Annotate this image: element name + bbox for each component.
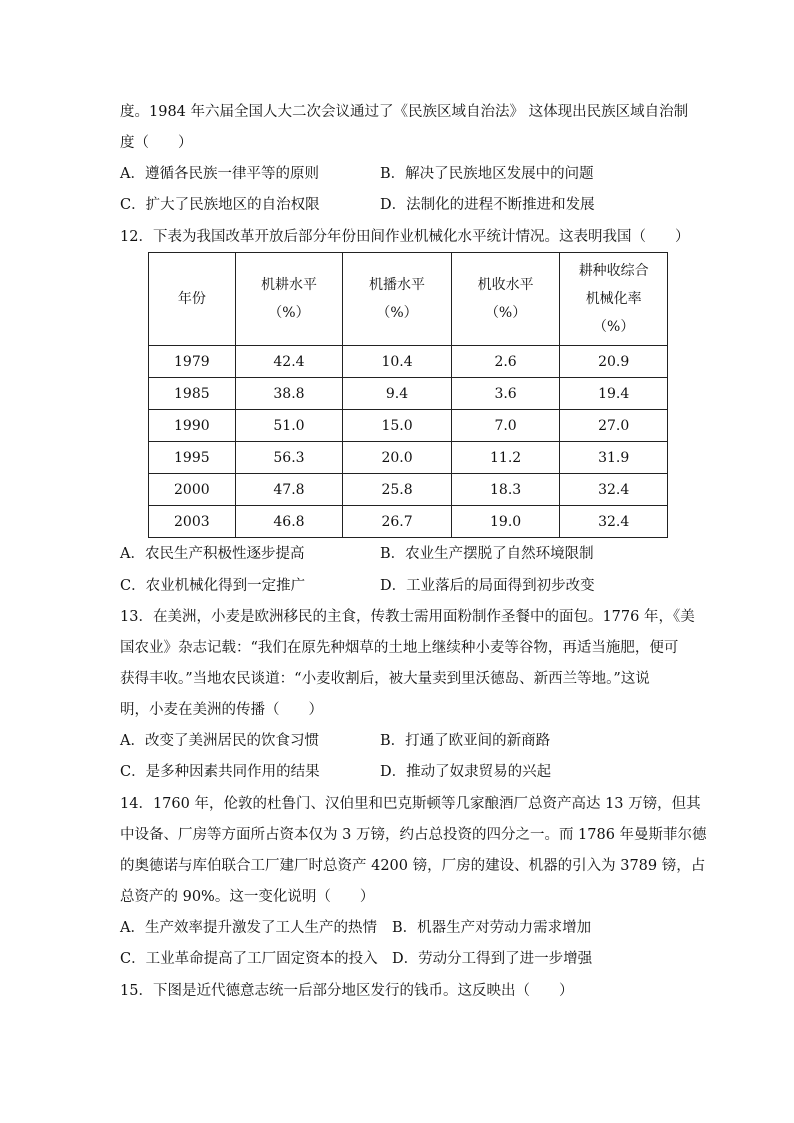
table-row: [149, 378, 668, 410]
cell-year: 1985: [149, 378, 236, 410]
q15-stem: 15．下图是近代德意志统一后部分地区发行的钱币。这反映出（ ）: [120, 983, 574, 999]
cell-plowing: 42.4: [235, 346, 343, 378]
cell-year: 1995: [149, 442, 236, 474]
q14-stem-line-2: 中设备、厂房等方面所占资本仅为 3 万镑，约占总投资的四分之一。而 1786 年曼斯菲尔德: [120, 827, 707, 843]
cell-sowing: 9.4: [343, 378, 452, 410]
q13-option-a: A．改变了美洲居民的饮食习惯: [120, 733, 319, 749]
header-sowing: 机播水平 （%）: [343, 253, 452, 346]
header-plowing: 机耕水平 （%）: [235, 253, 343, 346]
q14-stem-line-1: 14．1760 年，伦敦的杜鲁门、汉伯里和巴克斯顿等几家酿酒厂总资产高达 13 万镑，但其: [120, 796, 701, 812]
cell-harvesting: 11.2: [451, 442, 560, 474]
table-row: [149, 346, 668, 378]
cell-plowing: 46.8: [235, 506, 343, 538]
cell-harvesting: 19.0: [451, 506, 560, 538]
q13-stem-line-2: 国农业》杂志记载：“我们在原先种烟草的土地上继续种小麦等谷物，再适当施肥，便可: [120, 640, 679, 656]
cell-plowing: 38.8: [235, 378, 343, 410]
table-header-row: [149, 253, 668, 346]
q11-option-d: D．法制化的进程不断推进和发展: [380, 197, 595, 213]
cell-sowing: 25.8: [343, 474, 452, 506]
cell-sowing: 10.4: [343, 346, 452, 378]
cell-sowing: 15.0: [343, 410, 452, 442]
cell-sowing: 20.0: [343, 442, 452, 474]
cell-plowing: 47.8: [235, 474, 343, 506]
q12-option-c: C．农业机械化得到一定推广: [120, 578, 306, 594]
cell-harvesting: 18.3: [451, 474, 560, 506]
q11-option-b: B．解决了民族地区发展中的问题: [380, 166, 594, 182]
q12-option-a: A．农民生产积极性逐步提高: [120, 546, 305, 562]
cell-year: 2003: [149, 506, 236, 538]
q14-stem-line-4: 总资产的 90%。这一变化说明（ ）: [120, 889, 375, 905]
q13-option-d: D．推动了奴隶贸易的兴起: [380, 764, 552, 780]
q11-stem-line-1: 度。1984 年六届全国人大二次会议通过了《民族区域自治法》 这体现出民族区域自治制: [120, 104, 689, 120]
cell-overall: 20.9: [560, 346, 668, 378]
table-row: [149, 442, 668, 474]
cell-harvesting: 7.0: [451, 410, 560, 442]
cell-overall: 31.9: [560, 442, 668, 474]
q13-option-c: C．是多种因素共同作用的结果: [120, 764, 320, 780]
cell-harvesting: 3.6: [451, 378, 560, 410]
q14-option-d: D．劳动分工得到了进一步增强: [392, 951, 593, 967]
q11-option-c: C．扩大了民族地区的自治权限: [120, 197, 320, 213]
q12-option-b: B．农业生产摆脱了自然环境限制: [380, 546, 594, 562]
cell-overall: 19.4: [560, 378, 668, 410]
cell-overall: 32.4: [560, 506, 668, 538]
header-overall: 耕种收综合 机械化率 （%）: [560, 253, 668, 346]
q13-stem-line-4: 明，小麦在美洲的传播（ ）: [120, 702, 323, 718]
cell-overall: 32.4: [560, 474, 668, 506]
q11-stem-line-2: 度（ ）: [120, 135, 193, 151]
q14-option-c: C．工业革命提高了工厂固定资本的投入: [120, 951, 378, 967]
q14-option-b: B．机器生产对劳动力需求增加: [392, 920, 592, 936]
cell-plowing: 51.0: [235, 410, 343, 442]
header-harvesting: 机收水平 （%）: [451, 253, 560, 346]
table-row: [149, 506, 668, 538]
mechanization-table: [148, 252, 668, 538]
q12-stem: 12．下表为我国改革开放后部分年份田间作业机械化水平统计情况。这表明我国（ ）: [120, 229, 690, 245]
table-row: [149, 474, 668, 506]
q14-stem-line-3: 的奥德诺与库伯联合工厂建厂时总资产 4200 镑，厂房的建设、机器的引入为 3789 镑，占: [120, 858, 706, 874]
q14-option-a: A．生产效率提升激发了工人生产的热情: [120, 920, 377, 936]
cell-plowing: 56.3: [235, 442, 343, 474]
table-row: [149, 410, 668, 442]
q12-option-d: D．工业落后的局面得到初步改变: [380, 578, 595, 594]
header-year: 年份: [149, 253, 236, 346]
q13-stem-line-1: 13．在美洲，小麦是欧洲移民的主食，传教士需用面粉制作圣餐中的面包。1776 年，《美: [120, 609, 695, 625]
q13-stem-line-3: 获得丰收。”当地农民谈道：“小麦收割后，被大量卖到里沃德岛、新西兰等地。”这说: [120, 671, 650, 687]
cell-harvesting: 2.6: [451, 346, 560, 378]
q13-option-b: B．打通了欧亚间的新商路: [380, 733, 551, 749]
cell-year: 2000: [149, 474, 236, 506]
cell-sowing: 26.7: [343, 506, 452, 538]
cell-year: 1990: [149, 410, 236, 442]
q11-option-a: A．遵循各民族一律平等的原则: [120, 166, 319, 182]
cell-year: 1979: [149, 346, 236, 378]
cell-overall: 27.0: [560, 410, 668, 442]
